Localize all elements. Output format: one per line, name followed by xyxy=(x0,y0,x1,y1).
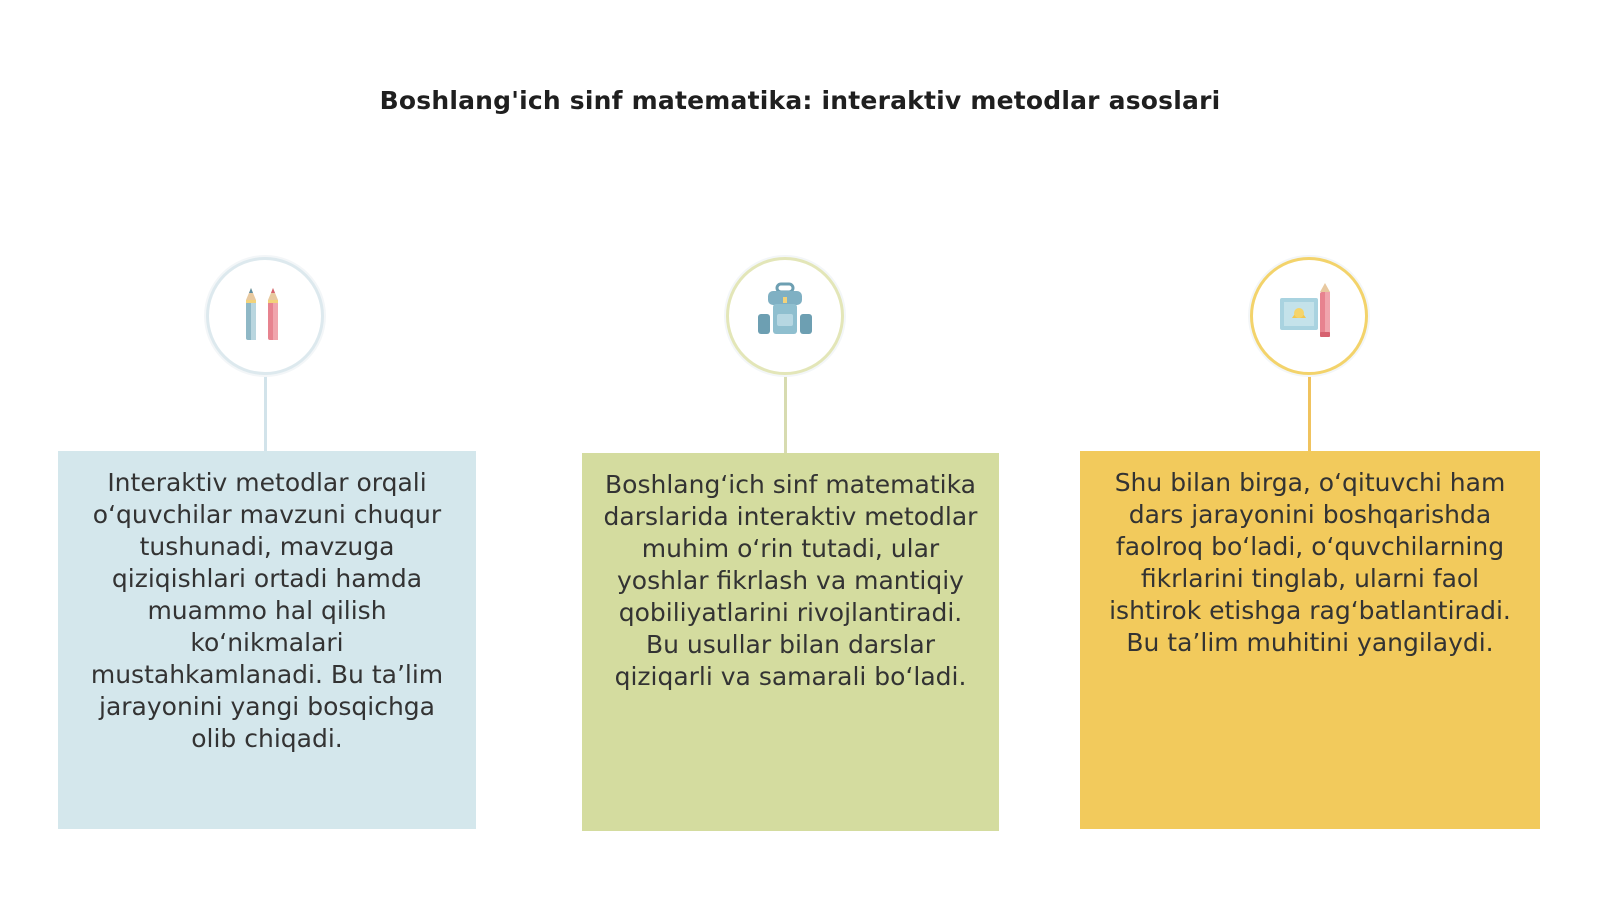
icon-circle-1 xyxy=(206,257,324,375)
icon-circle-2 xyxy=(726,257,844,375)
info-card-2 xyxy=(582,453,999,831)
page-title: Boshlang'ich sinf matematika: interaktiv metodlar asoslari xyxy=(379,86,1221,115)
info-card-2-text: Boshlang‘ich sinf matematika darslarida interaktiv metodlar muhim o‘rin tutadi, ular yoshlar fikrlash va mantiqiy qobiliyatlarini rivojlantiradi. Bu usullar bilan darslar qiziqarli va samarali bo‘ladi. xyxy=(603,470,978,691)
info-card-1-text: Interaktiv metodlar orqali o‘quvchilar mavzuni chuqur tushunadi, mavzuga qiziqishlari ortadi hamda muammo hal qilish ko‘nikmalari mustahkamlanadi. Bu ta’lim jarayonini yangi bosqichga olib chiqadi. xyxy=(90,468,444,753)
icon-circle-3 xyxy=(1250,257,1368,375)
connector-line-3 xyxy=(1308,375,1311,451)
pencils-icon xyxy=(235,280,295,350)
backpack-icon xyxy=(750,280,820,350)
connector-line-1 xyxy=(264,375,267,451)
info-card-3-text: Shu bilan birga, o‘qituvchi ham dars jarayonini boshqarishda faolroq bo‘ladi, o‘quvchilarning fikrlarini tinglab, ularni faol ishtirok etishga rag‘batlantiradi. Bu ta’lim muhitini yangilaydi. xyxy=(1109,468,1511,657)
info-card-3 xyxy=(1080,451,1540,829)
connector-line-2 xyxy=(784,375,787,453)
drawing-board-icon xyxy=(1274,280,1344,350)
info-card-1 xyxy=(58,451,476,829)
